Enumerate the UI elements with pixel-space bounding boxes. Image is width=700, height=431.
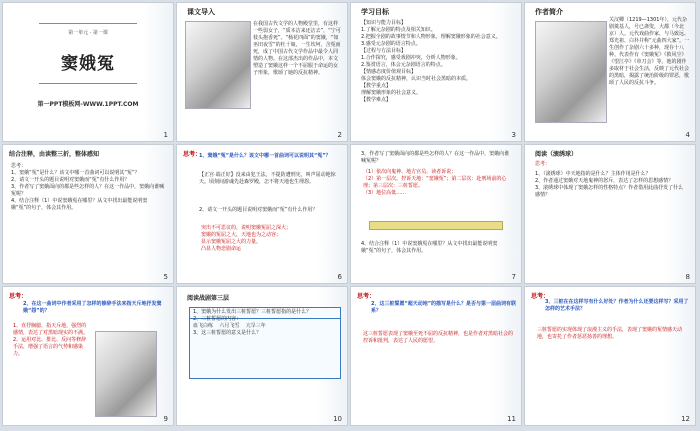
slide-4[interactable] xyxy=(524,2,696,142)
question-2: 2、请文一开头的题目说明对窦娥而“冤”有什么作用？ xyxy=(199,207,318,213)
slide-bg xyxy=(177,145,347,283)
slide-number: 7 xyxy=(511,273,516,281)
slide-number: 10 xyxy=(333,415,342,423)
author-bio: 关汉卿（1219—1301年），元代杂剧奠基人，号已斋叟，大都（今北京）人。元代戏曲作家，与马致远、郑光祖、白朴并称“元曲四大家”。一生创作了杂剧六十多种，现存十八种。代表作有《窦娥冤》《救风尘》《望江亭》《单刀会》等。他的剧作多取材于社会生活，反映了元代社会的黑暗，揭露了统治阶级的罪恶，歌颂了人民的反抗斗争。 xyxy=(609,17,690,86)
slide-5[interactable] xyxy=(2,144,174,284)
answer-vows: 这三桩誓愿表现了窦娥至死不屈的反抗精神，也是作者对黑暗社会的控诉和批判，表达了人民的愿望。 xyxy=(363,331,514,344)
page-title: 窦娥冤 xyxy=(61,54,115,74)
answer-rhetoric: 1、直抒胸臆，指天斥地，强烈的感情，表达了对黑暗现实的不满。 2、运用对比、排比、反问等修辞手法，增强了语言的气势和感染力。 xyxy=(13,323,89,357)
slide-11[interactable] xyxy=(350,286,522,426)
answer-art: 三桩誓愿的实现体现了浪漫主义的手法，表现了窦娥的冤情感天动地，也寄托了作者惩恶扬善的理想。 xyxy=(537,327,683,340)
question-rhetoric: 2、在这一曲词中作者采用了怎样的修辞手法来指天斥地抒发窦娥“怨”的？ xyxy=(23,301,162,314)
think-label: 思考： xyxy=(535,161,551,167)
slide-12[interactable] xyxy=(524,286,696,426)
slide-heading: 结合注释，由读整三折，整体感知 xyxy=(9,151,100,158)
question-art: 3、三桩在在这样写有什么好处？作者为什么还要这样写？采用了怎样的艺术手法？ xyxy=(545,299,689,312)
author-portrait xyxy=(535,21,607,123)
slide-heading: 学习目标 xyxy=(361,8,389,16)
slide-heading: 课文导入 xyxy=(187,8,215,16)
slide-grid xyxy=(2,2,698,429)
objectives-text: 【知识与能力目标】 1.了解元杂剧的特点及相关知识。 2.把握全剧的故事情节和人物形象，理解窦娥形象的社会意义。 3.感受元杂剧的语言特点。 【过程与方法目标】 1.合作探究，感受戏剧冲突，分析人物形象。 2.鉴赏语言，体会元杂剧语言的特点。 【情感态度价值观目标】 体会窦娥的反抗精神，认识当时社会黑暗的本质。 【教学重点】 理解窦娥形象的社会意义。 【教学难点】 xyxy=(361,20,501,103)
slide-number: 4 xyxy=(685,131,690,139)
slide-heading: 阅读战剧第三层 xyxy=(187,295,230,302)
question-1: 1、窦娥“冤”是什么？该文中哪一首曲词可以说明其“冤”？ xyxy=(199,153,331,159)
slide-3[interactable] xyxy=(350,2,522,142)
slide-bg xyxy=(351,145,521,283)
slide-heading: 思考： xyxy=(357,293,376,300)
slide-number: 5 xyxy=(163,273,168,281)
slide-10[interactable] xyxy=(176,286,348,426)
slide-number: 1 xyxy=(163,131,168,139)
unit-label: 第一单元 · 第一课 xyxy=(68,30,108,36)
footer-text: 第一PPT模板网-WWW.1PPT.COM xyxy=(37,101,139,108)
slide-number: 11 xyxy=(507,415,516,423)
reading-questions: 1、（滚绣球）中天地指的是什么？主体作用是什么？ 2、作者通过窦娥对天地鬼神的怒斥，表达了怎样的思想感情？ 3、滚绣球中体现了窦娥怎样的性格特点？作者借用此曲抒发了什么感情？ xyxy=(535,171,684,198)
slide-7[interactable] xyxy=(350,144,522,284)
highlight-bar xyxy=(369,221,503,230)
answer-2: 突出不可思议的，说明窦娥冤屈之深大； 窦娥的冤屈之大，天地也为之动容； 显示窦娥冤屈之大的力量。 凸显人物悲剧命运 xyxy=(201,225,292,252)
answer-3: （1）依次向鬼神、地方官员、读者诉说； （2）第一层次，控诉天地：“窦娥冤”；第二层次：赴刑场前的心理；第三层次：三桩誓愿。 （3）地位高低…… xyxy=(363,169,507,196)
stage-photo xyxy=(95,331,157,417)
vow-text: 1、窦娥为什么发出三桩誓愿？三桩誓愿指的是什么？ 2、三桩誓愿的内容： 血飞白练 六月飞雪 亢旱三年 3、这三桩誓愿的意义是什么？ xyxy=(193,309,312,336)
slide-number: 2 xyxy=(337,131,342,139)
slide-heading: 思考： xyxy=(9,293,28,300)
slide-number: 6 xyxy=(337,273,342,281)
slide-number: 12 xyxy=(681,415,690,423)
illustration-image xyxy=(185,21,251,109)
slide-6[interactable] xyxy=(176,144,348,284)
slide-number: 8 xyxy=(685,273,690,281)
slide-2[interactable] xyxy=(176,2,348,142)
slide-heading: 作者简介 xyxy=(535,8,563,16)
intro-text: 在我国古代文学的人物殿堂里，有这样一些弱女子，“质本洁来还洁去”，“宁可枝头抱香死”。“杨花四面”的窦娥，“如巫田夜雪”的杜十娘，一生坎坷，含冤而死，成了中国古代文学作品中最令人同情的人物。在这部杰出的作品中，本文塑造了窦娥这样一个不屈服于命运的女子形象，歌颂了她的反抗精神。 xyxy=(253,21,341,76)
slide-8[interactable] xyxy=(524,144,696,284)
answer-1: 【正宫·端正好】没来由犯王法，不提防遭刑宪，叫声屈动地惊天。顷刻间游魂先赴森罗殿，怎不将天地也生埋怨。 xyxy=(199,172,336,185)
slide-heading: 思考： xyxy=(183,151,202,158)
divider xyxy=(39,83,137,84)
question-vows: 2、这三桩誓愿“超天动地”的描写是什么？是否与第一层曲词有联系？ xyxy=(371,301,517,314)
question-4: 4、结合注释（1）中说窦娥冤在哪里？从文中找出最能说明窦娥“冤”的句子，体会其作用。 xyxy=(361,241,498,254)
slide-heading: 阅读（滚绣球） xyxy=(535,151,578,158)
slide-number: 9 xyxy=(163,415,168,423)
slide-1[interactable] xyxy=(2,2,174,142)
question-3: 3、作者写了窦娥面向的都是些怎样的人？在这一作品中，窦娥向谁喊冤呢？ xyxy=(361,151,510,164)
question-list: 思考： 1、窦娥“冤”是什么？该文中哪一首曲词可以说明其“冤”？ 2、请文一开头的题目说明对窦娥而“冤”有什么作用？ 3、作者写了窦娥面向的都是些怎样的人？在这一作品中，窦娥向谁喊冤呢？ 4、结合注释（1）中说窦娥冤在哪里？从文中找出最能说明窦娥“冤”的句子，体会其作用。 xyxy=(11,163,165,211)
slide-bg xyxy=(525,145,695,283)
divider xyxy=(39,23,137,24)
slide-number: 3 xyxy=(511,131,516,139)
slide-heading: 思考： xyxy=(531,293,550,300)
slide-9[interactable] xyxy=(2,286,174,426)
